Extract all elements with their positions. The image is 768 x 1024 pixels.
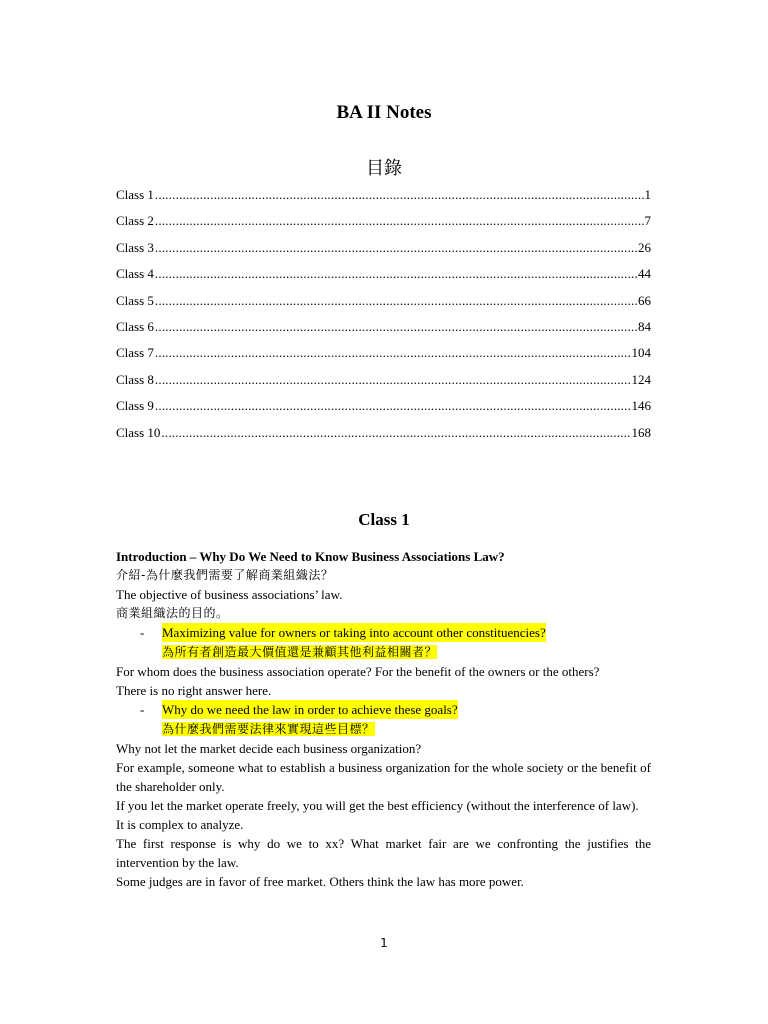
toc-leader-dots	[155, 212, 644, 230]
toc-entry[interactable]	[116, 424, 651, 450]
bullet-dash: -	[140, 702, 145, 717]
toc-entry-label: Class 9	[116, 398, 154, 414]
toc-entry-page: 66	[638, 292, 651, 308]
paragraph: For example, someone what to establish a business organization for the whole society or the benefit of the shareholder only.	[116, 760, 651, 794]
paragraph: Why not let the market decide each business organization?	[116, 741, 422, 756]
toc-entry[interactable]	[116, 186, 651, 212]
toc-entry-page: 146	[631, 398, 651, 414]
toc-leader-dots	[155, 239, 637, 257]
toc-entry-label: Class 5	[116, 292, 154, 308]
page-number: 1	[380, 936, 388, 950]
toc-entry-label: Class 3	[116, 239, 154, 255]
toc-leader-dots	[155, 397, 631, 415]
paragraph: It is complex to analyze.	[116, 817, 244, 832]
toc-entry[interactable]	[116, 397, 651, 423]
section-heading: Class 1	[358, 510, 410, 529]
toc-entry-label: Class 7	[116, 345, 154, 361]
highlighted-question: Maximizing value for owners or taking into account other constituencies?	[162, 625, 546, 640]
highlighted-question: Why do we need the law in order to achieve these goals?	[162, 702, 458, 717]
toc-entry-label: Class 2	[116, 213, 154, 229]
bullet-translation	[116, 719, 651, 739]
section-body	[116, 547, 651, 891]
toc-leader-dots	[155, 265, 637, 283]
toc-heading: 目錄	[366, 158, 402, 178]
toc-leader-dots	[155, 292, 637, 310]
toc-entry-page: 26	[638, 239, 651, 255]
intro-heading: Introduction – Why Do We Need to Know Business Associations Law?	[116, 549, 505, 564]
paragraph: There is no right answer here.	[116, 683, 272, 698]
toc-entry-page: 7	[644, 213, 651, 229]
objective-translation: 商業組織法的目的。	[116, 606, 229, 620]
document-title: BA II Notes	[336, 102, 432, 123]
toc-entry[interactable]	[116, 371, 651, 397]
paragraph: Some judges are in favor of free market. Others think the law has more power.	[116, 874, 524, 889]
toc-entry-page: 84	[638, 318, 651, 334]
toc-leader-dots	[155, 344, 631, 362]
toc-entry[interactable]	[116, 239, 651, 265]
highlighted-translation: 為所有者創造最大價值還是兼顧其他利益相關者？	[162, 645, 438, 659]
toc-entry-label: Class 1	[116, 187, 154, 202]
toc-entry[interactable]	[116, 318, 651, 344]
toc-entry-label: Class 6	[116, 318, 154, 334]
bullet-dash: -	[140, 625, 145, 640]
table-of-contents	[116, 186, 651, 450]
toc-entry-label: Class 10	[116, 424, 161, 440]
toc-entry-page: 44	[638, 266, 651, 282]
intro-heading-translation: 介紹-為什麼我們需要了解商業組織法？	[116, 568, 334, 582]
highlighted-translation: 為什麼我們需要法律來實現這些目標？	[162, 722, 375, 736]
toc-leader-dots	[155, 186, 644, 204]
toc-entry[interactable]	[116, 212, 651, 238]
bullet-item	[116, 700, 651, 719]
toc-entry-page: 1	[644, 187, 651, 202]
toc-leader-dots	[155, 318, 637, 336]
paragraph: The first response is why do we to xx? What market fair are we confronting the justifies the intervention by the law.	[116, 836, 651, 870]
toc-entry[interactable]	[116, 344, 651, 370]
toc-leader-dots	[161, 424, 630, 442]
bullet-translation	[116, 642, 651, 662]
toc-entry-page: 168	[631, 424, 651, 440]
bullet-item	[116, 623, 651, 642]
toc-entry[interactable]	[116, 292, 651, 318]
toc-entry[interactable]	[116, 265, 651, 291]
toc-entry-page: 104	[631, 345, 651, 361]
objective-text: The objective of business associations’ law.	[116, 587, 343, 602]
paragraph: If you let the market operate freely, you will get the best efficiency (without the interference of law).	[116, 798, 639, 813]
toc-entry-label: Class 4	[116, 266, 154, 282]
toc-entry-label: Class 8	[116, 371, 154, 387]
paragraph: For whom does the business association operate? For the benefit of the owners or the others?	[116, 664, 600, 679]
toc-leader-dots	[155, 371, 631, 389]
toc-entry-page: 124	[631, 371, 651, 387]
